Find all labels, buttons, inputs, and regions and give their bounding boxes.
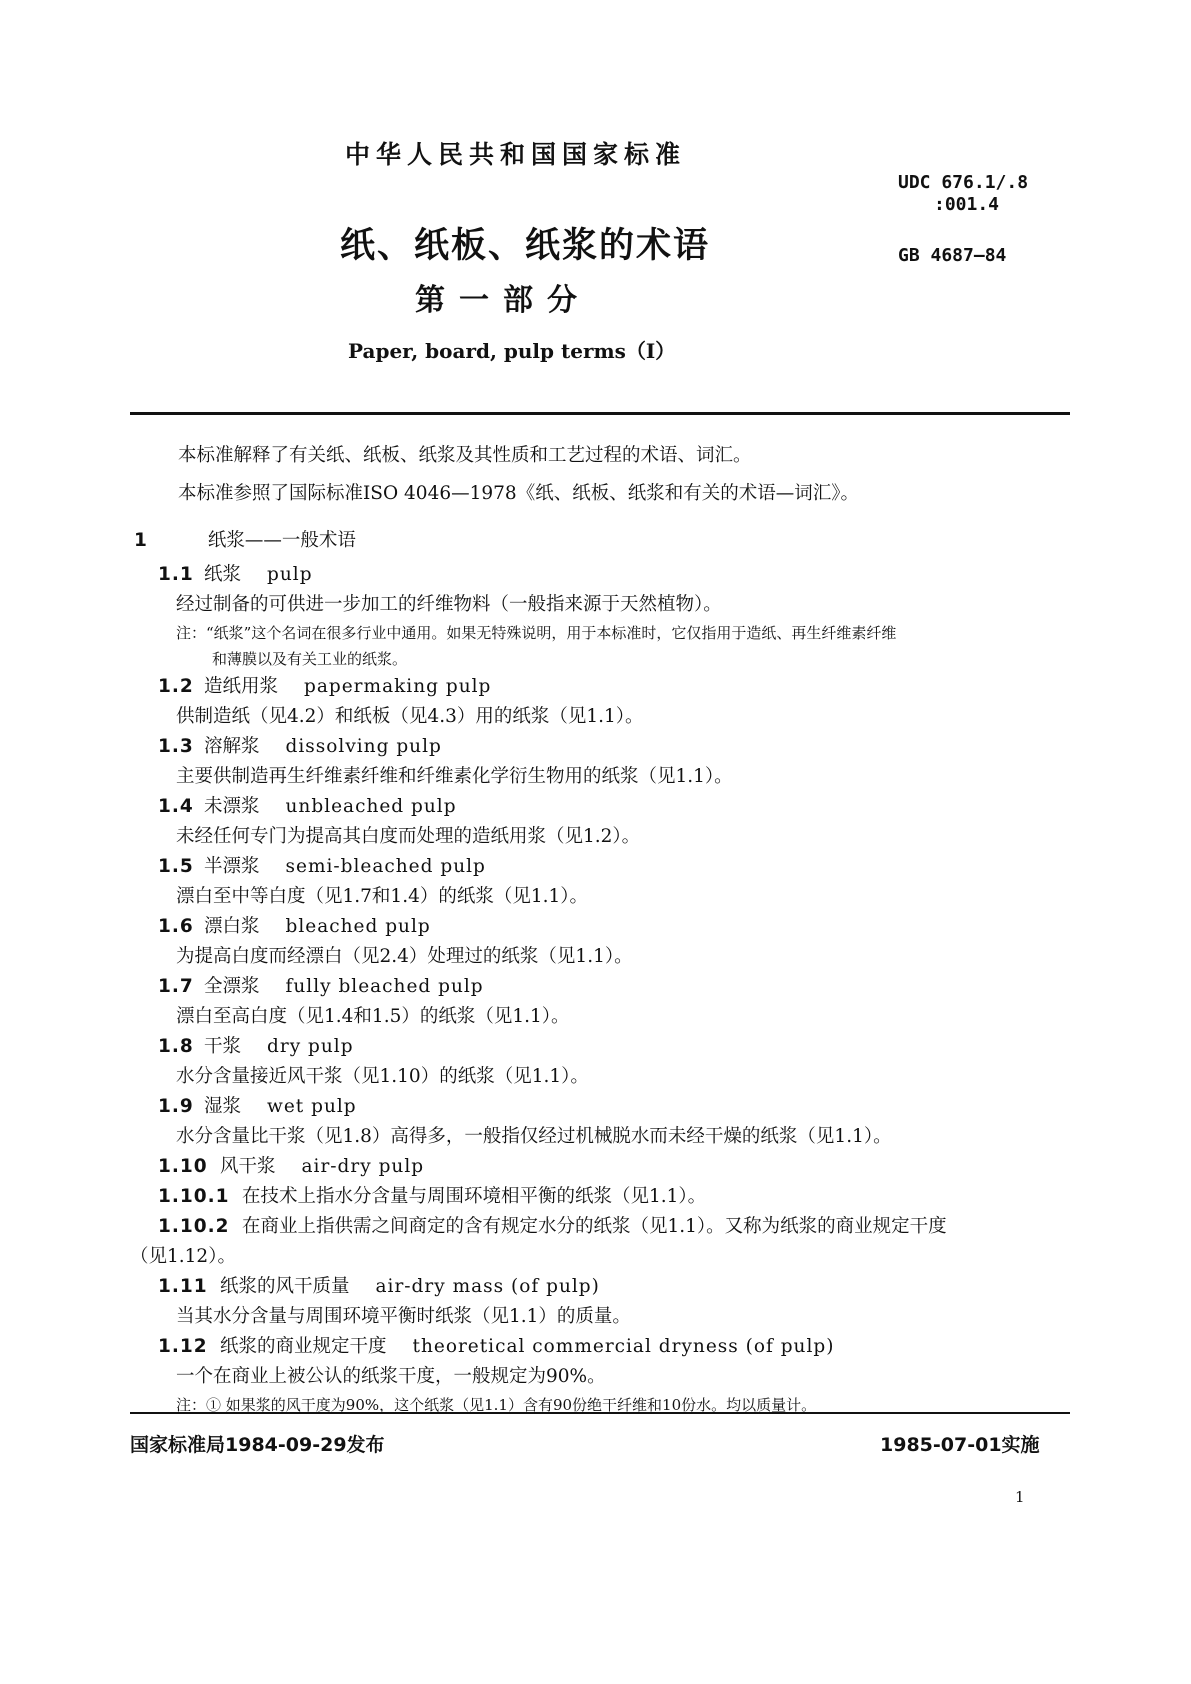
- term-line: [130, 852, 1070, 882]
- term-chinese: 湿浆: [204, 1096, 242, 1117]
- term-number: 1.6: [158, 916, 194, 937]
- udc-code: [898, 172, 1028, 216]
- term-english: wet pulp: [267, 1096, 357, 1117]
- term-definition: 漂白至中等白度（见1.7和1.4）的纸浆（见1.1）。: [176, 886, 589, 907]
- term-entry: [130, 912, 1070, 972]
- footer-divider: [130, 1412, 1070, 1414]
- term-number: 1.4: [158, 796, 194, 817]
- term-line: [130, 912, 1070, 942]
- term-number: 1.10.2: [158, 1216, 230, 1237]
- term-definition: 当其水分含量与周围环境平衡时纸浆（见1.1）的质量。: [176, 1306, 631, 1327]
- term-line: [130, 1032, 1070, 1062]
- term-line: [130, 560, 1070, 590]
- term-number: 1.1: [158, 564, 194, 585]
- issue-date: 国家标准局1984-09-29发布: [130, 1434, 385, 1456]
- udc-line-2: :001.4: [934, 194, 1000, 215]
- term-number: 1.8: [158, 1036, 194, 1057]
- term-number: 1.3: [158, 736, 194, 757]
- term-chinese: 造纸用浆: [204, 676, 279, 697]
- term-line: [130, 1152, 1070, 1182]
- term-chinese: 漂白浆: [204, 916, 260, 937]
- term-number: 1.2: [158, 676, 194, 697]
- term-chinese: 干浆: [204, 1036, 242, 1057]
- term-entry: [130, 672, 1070, 732]
- term-entry: [130, 972, 1070, 1032]
- term-note: [130, 620, 1070, 672]
- term-line: [130, 1212, 1070, 1242]
- term-english: dry pulp: [267, 1036, 354, 1057]
- term-line: [130, 1092, 1070, 1122]
- term-chinese: 溶解浆: [204, 736, 260, 757]
- term-entry: [130, 1092, 1070, 1152]
- term-number: 1.9: [158, 1096, 194, 1117]
- term-line: [130, 792, 1070, 822]
- title-chinese: 纸、纸板、纸浆的术语: [340, 226, 711, 266]
- section-number: 1: [134, 530, 148, 551]
- term-english: air-dry pulp: [301, 1156, 425, 1177]
- page-number: 1: [1015, 1488, 1025, 1506]
- section-heading: [130, 522, 1070, 560]
- term-number: 1.10.1: [158, 1186, 230, 1207]
- term-english: dissolving pulp: [285, 736, 442, 757]
- term-line: [130, 732, 1070, 762]
- term-english: theoretical commercial dryness (of pulp): [412, 1336, 835, 1357]
- term-line: [130, 1332, 1070, 1362]
- term-chinese: 纸浆的风干质量: [220, 1276, 350, 1297]
- term-english: semi-bleached pulp: [285, 856, 486, 877]
- term-english: pulp: [267, 564, 313, 585]
- term-definition: 经过制备的可供进一步加工的纤维物料（一般指来源于天然植物）。: [176, 594, 722, 615]
- term-entry: [130, 1182, 1070, 1212]
- term-entry: [130, 792, 1070, 852]
- term-number: 1.12: [158, 1336, 208, 1357]
- term-entry: [130, 1032, 1070, 1092]
- term-definition: 供制造纸（见4.2）和纸板（见4.3）用的纸浆（见1.1）。: [176, 706, 644, 727]
- term-line: [130, 972, 1070, 1002]
- terms-content: [130, 522, 1070, 1418]
- term-chinese: 纸浆: [204, 564, 242, 585]
- term-definition: 水分含量比干浆（见1.8）高得多，一般指仅经过机械脱水而未经干燥的纸浆（见1.1）。: [176, 1126, 892, 1147]
- gb-number: GB 4687—84: [898, 245, 1007, 266]
- note-line: 和薄膜以及有关工业的纸浆。: [212, 650, 408, 668]
- standard-type-header: 中华人民共和国国家标准: [345, 140, 687, 169]
- term-line: [130, 672, 1070, 702]
- term-chinese: 半漂浆: [204, 856, 260, 877]
- term-chinese: 风干浆: [220, 1156, 276, 1177]
- term-definition: 在商业上指供需之间商定的含有规定水分的纸浆（见1.1）。又称为纸浆的商业规定干度: [242, 1216, 947, 1237]
- term-english: unbleached pulp: [285, 796, 457, 817]
- term-entry: [130, 852, 1070, 912]
- term-entry: [130, 732, 1070, 792]
- term-definition: 为提高白度而经漂白（见2.4）处理过的纸浆（见1.1）。: [176, 946, 633, 967]
- intro: [178, 437, 1058, 513]
- term-number: 1.5: [158, 856, 194, 877]
- term-number: 1.7: [158, 976, 194, 997]
- term-definition: 主要供制造再生纤维素纤维和纤维素化学衍生物用的纸浆（见1.1）。: [176, 766, 733, 787]
- term-english: air-dry mass (of pulp): [375, 1276, 600, 1297]
- term-list: [130, 560, 1070, 1418]
- term-definition: 一个在商业上被公认的纸浆干度，一般规定为90%。: [176, 1366, 606, 1387]
- term-chinese: 纸浆的商业规定干度: [220, 1336, 387, 1357]
- term-chinese: 未漂浆: [204, 796, 260, 817]
- term-entry: [130, 1272, 1070, 1332]
- title-part: 第一部分: [415, 283, 591, 318]
- note-line: 注：“纸浆”这个名词在很多行业中通用。如果无特殊说明，用于本标准时，它仅指用于造纸、再生纤维素纤维: [176, 624, 897, 642]
- term-entry: [130, 1212, 1070, 1272]
- term-english: papermaking pulp: [304, 676, 492, 697]
- term-note: [130, 1392, 1070, 1418]
- term-entry: [130, 1332, 1070, 1418]
- udc-line-1: UDC 676.1/.8: [898, 172, 1029, 193]
- term-number: 1.10: [158, 1156, 208, 1177]
- term-entry: [130, 1152, 1070, 1182]
- definition-continuation: （见1.12）。: [130, 1246, 236, 1267]
- term-definition: 水分含量接近风干浆（见1.10）的纸浆（见1.1）。: [176, 1066, 589, 1087]
- term-entry: [130, 560, 1070, 672]
- term-definition: 漂白至高白度（见1.4和1.5）的纸浆（见1.1）。: [176, 1006, 570, 1027]
- term-definition: 在技术上指水分含量与周围环境相平衡的纸浆（见1.1）。: [242, 1186, 707, 1207]
- term-definition: 未经任何专门为提高其白度而处理的造纸用浆（见1.2）。: [176, 826, 641, 847]
- section-title: 纸浆——一般术语: [207, 530, 356, 551]
- title-english: Paper, board, pulp terms（I）: [348, 339, 676, 363]
- term-number: 1.11: [158, 1276, 208, 1297]
- term-chinese: 全漂浆: [204, 976, 260, 997]
- intro-line: 本标准参照了国际标准ISO 4046—1978《纸、纸板、纸浆和有关的术语—词汇》。: [178, 483, 859, 504]
- note-line: 注：① 如果浆的风干度为90%，这个纸浆（见1.1）含有90份绝干纤维和10份水。均以质量计。: [176, 1396, 817, 1414]
- effective-date: 1985-07-01实施: [880, 1434, 1040, 1456]
- header-divider: [130, 412, 1070, 415]
- term-line: [130, 1272, 1070, 1302]
- term-english: bleached pulp: [285, 916, 431, 937]
- term-english: fully bleached pulp: [285, 976, 484, 997]
- intro-line: 本标准解释了有关纸、纸板、纸浆及其性质和工艺过程的术语、词汇。: [178, 445, 752, 466]
- term-line: [130, 1182, 1070, 1212]
